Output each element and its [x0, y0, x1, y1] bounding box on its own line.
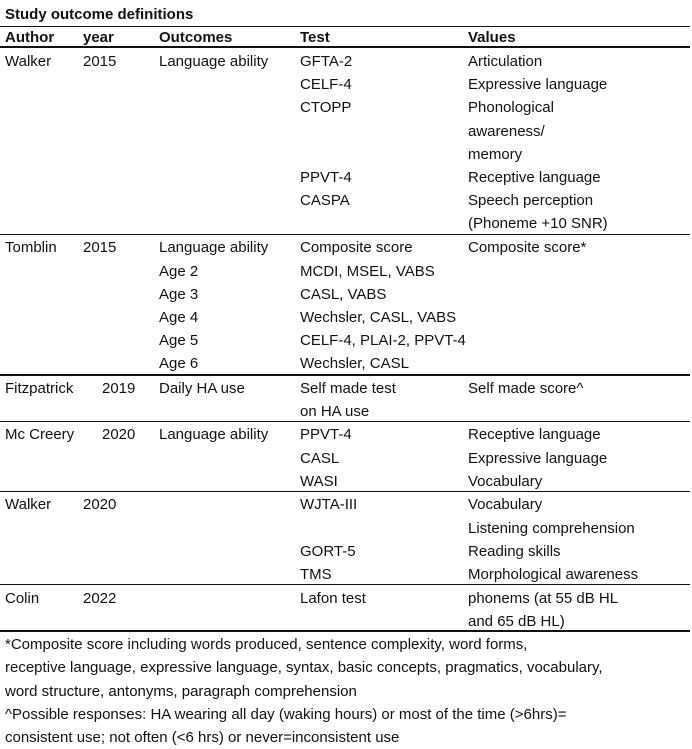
row-value: Expressive language — [468, 76, 608, 93]
table-bottom-rule — [0, 630, 690, 632]
row-author: Fitzpatrick — [5, 380, 74, 397]
row-rule — [0, 421, 690, 422]
row-outcome: Age 4 — [159, 309, 199, 326]
row-value: Speech perception — [468, 192, 594, 209]
row-outcome: Language ability — [159, 426, 269, 443]
row-test: GFTA-2 — [300, 53, 353, 70]
row-test: TMS — [300, 566, 332, 583]
header-year: year — [83, 29, 114, 46]
footnote-line: receptive language, expressive language, syntax, basic concepts, pragmatics, vocabulary, — [5, 659, 603, 676]
row-value: Receptive language — [468, 169, 601, 186]
row-author: Walker — [5, 53, 52, 70]
row-test: WJTA-III — [300, 496, 358, 513]
row-value: Listening comprehension — [468, 520, 635, 537]
row-value: phonems (at 55 dB HL — [468, 590, 619, 607]
header-rule — [0, 46, 690, 48]
footnote-line: ^Possible responses: HA wearing all day (waking hours) or most of the time (>6hrs)= — [5, 706, 567, 723]
row-year: 2015 — [83, 239, 117, 256]
row-year: 2019 — [102, 380, 136, 397]
row-test: GORT-5 — [300, 543, 356, 560]
row-rule — [0, 234, 690, 235]
row-value: Receptive language — [468, 426, 601, 443]
row-test: PPVT-4 — [300, 426, 352, 443]
row-test: CTOPP — [300, 99, 352, 116]
row-year: 2020 — [102, 426, 136, 443]
row-test: CASPA — [300, 192, 350, 209]
row-test: MCDI, MSEL, VABS — [300, 263, 435, 280]
row-year: 2015 — [83, 53, 117, 70]
row-value: Composite score* — [468, 239, 587, 256]
row-rule — [0, 491, 690, 492]
row-value: Reading skills — [468, 543, 561, 560]
row-value: Articulation — [468, 53, 543, 70]
row-test: CASL, VABS — [300, 286, 387, 303]
row-value: Morphological awareness — [468, 566, 639, 583]
row-outcome: Language ability — [159, 239, 269, 256]
header-author: Author — [5, 29, 55, 46]
row-test: on HA use — [300, 403, 370, 420]
row-value: Vocabulary — [468, 496, 543, 513]
row-author: Colin — [5, 590, 40, 607]
row-test: CASL — [300, 450, 340, 467]
row-outcome: Age 2 — [159, 263, 199, 280]
row-test: Self made test — [300, 380, 396, 397]
header-test: Test — [300, 29, 330, 46]
row-value: awareness/ — [468, 123, 545, 140]
row-value: Phonological — [468, 99, 554, 116]
row-author: Mc Creery — [5, 426, 75, 443]
row-author: Walker — [5, 496, 52, 513]
row-test: CELF-4 — [300, 76, 352, 93]
row-outcome: Language ability — [159, 53, 269, 70]
row-test: CELF-4, PLAI-2, PPVT-4 — [300, 332, 466, 349]
row-test: Wechsler, CASL — [300, 355, 409, 372]
row-rule — [0, 374, 690, 376]
row-outcome: Age 5 — [159, 332, 199, 349]
row-value: Vocabulary — [468, 473, 543, 490]
row-value: and 65 dB HL) — [468, 613, 565, 630]
row-test: Composite score — [300, 239, 413, 256]
row-author: Tomblin — [5, 239, 57, 256]
row-test: PPVT-4 — [300, 169, 352, 186]
row-rule — [0, 584, 690, 585]
header-values: Values — [468, 29, 516, 46]
row-test: Wechsler, CASL, VABS — [300, 309, 457, 326]
caption-rule — [0, 26, 690, 27]
row-outcome: Age 6 — [159, 355, 199, 372]
row-outcome: Daily HA use — [159, 380, 245, 397]
footnote-line: *Composite score including words produced, sentence complexity, word forms, — [5, 636, 528, 653]
table-caption: Study outcome definitions — [5, 6, 194, 23]
footnote-line: consistent use; not often (<6 hrs) or never=inconsistent use — [5, 729, 400, 746]
row-value: memory — [468, 146, 523, 163]
row-value: Self made score^ — [468, 380, 584, 397]
row-outcome: Age 3 — [159, 286, 199, 303]
row-year: 2020 — [83, 496, 117, 513]
row-year: 2022 — [83, 590, 117, 607]
row-value: (Phoneme +10 SNR) — [468, 215, 608, 232]
footnote-line: word structure, antonyms, paragraph comprehension — [5, 683, 357, 700]
row-value: Expressive language — [468, 450, 608, 467]
row-test: WASI — [300, 473, 338, 490]
header-outcomes: Outcomes — [159, 29, 233, 46]
row-test: Lafon test — [300, 590, 366, 607]
